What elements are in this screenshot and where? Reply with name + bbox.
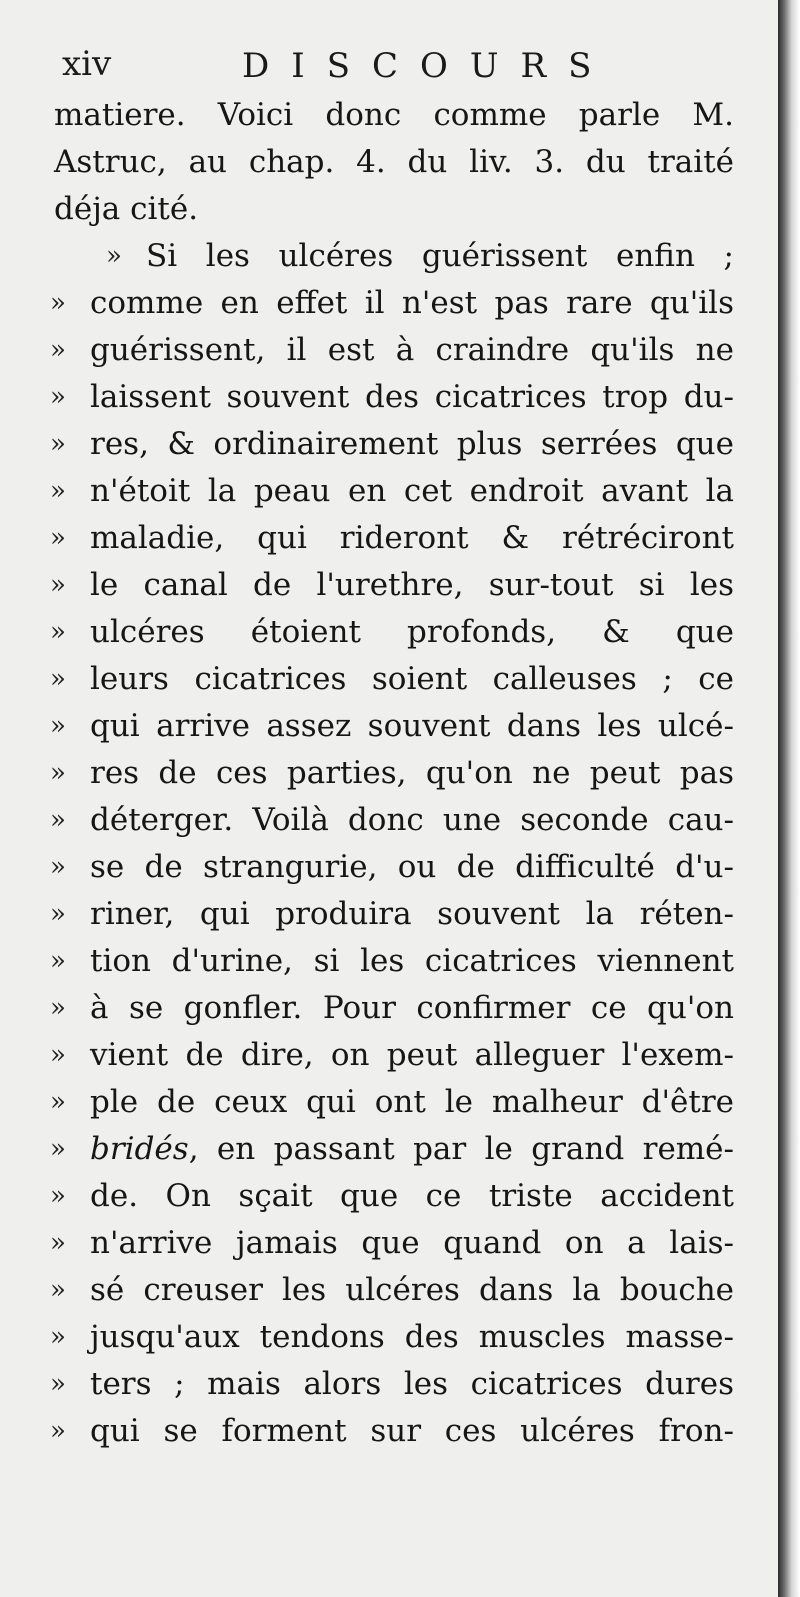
quote-mark: »: [50, 1134, 66, 1164]
quote-mark: »: [50, 1040, 66, 1070]
quote-mark: »: [50, 1416, 66, 1446]
quoted-line: » déterger. Voilà donc une seconde cau-: [54, 797, 734, 844]
quoted-line: » sé creuser les ulcéres dans la bouche: [54, 1267, 734, 1314]
running-title: DISCOURS: [242, 46, 614, 86]
quoted-line: » res, & ordinairement plus serrées que: [54, 421, 734, 468]
quoted-line: » riner, qui produira souvent la réten-: [54, 891, 734, 938]
quoted-line: » à se gonfler. Pour confirmer ce qu'on: [54, 985, 734, 1032]
quoted-line: » bridés, en passant par le grand remé-: [54, 1126, 734, 1173]
quote-mark: »: [50, 570, 66, 600]
quote-mark: »: [50, 758, 66, 788]
quote-mark: »: [50, 1275, 66, 1305]
text-line: matiere. Voici donc comme parle M.: [54, 97, 734, 133]
italic-word: bridés: [90, 1131, 189, 1167]
quote-mark: »: [50, 1322, 66, 1352]
quoted-line: » comme en effet il n'est pas rare qu'ils: [54, 280, 734, 327]
quote-mark: »: [50, 476, 66, 506]
quoted-line: » tion d'urine, si les cicatrices viennent: [54, 938, 734, 985]
quoted-line: » leurs cicatrices soient calleuses ; ce: [54, 656, 734, 703]
quoted-line: » se de strangurie, ou de difficulté d'u-: [54, 844, 734, 891]
quote-mark: »: [50, 523, 66, 553]
quoted-line: » vient de dire, on peut alleguer l'exem-: [54, 1032, 734, 1079]
quoted-line: » de. On sçait que ce triste accident: [54, 1173, 734, 1220]
quote-mark: »: [50, 852, 66, 882]
quote-mark: »: [50, 993, 66, 1023]
quoted-line: » res de ces parties, qu'on ne peut pas: [54, 750, 734, 797]
page-number: xiv: [62, 44, 112, 84]
quote-mark: »: [50, 1369, 66, 1399]
quoted-line: » n'étoit la peau en cet endroit avant la: [54, 468, 734, 515]
quoted-line: » ters ; mais alors les cicatrices dures: [54, 1361, 734, 1408]
quoted-line: » Si les ulcéres guérissent enfin ;: [54, 233, 734, 280]
quoted-line: » laissent souvent des cicatrices trop du-: [54, 374, 734, 421]
quoted-line: » guérissent, il est à craindre qu'ils ne: [54, 327, 734, 374]
quote-mark: »: [50, 617, 66, 647]
quote-mark: »: [50, 664, 66, 694]
quote-mark: »: [50, 382, 66, 412]
quote-mark: »: [50, 1228, 66, 1258]
quoted-line: » qui arrive assez souvent dans les ulcé-: [54, 703, 734, 750]
quote-mark: »: [50, 711, 66, 741]
quoted-line: » le canal de l'urethre, sur-tout si les: [54, 562, 734, 609]
quote-mark: »: [50, 805, 66, 835]
quote-mark: »: [50, 899, 66, 929]
quoted-line: » ple de ceux qui ont le malheur d'être: [54, 1079, 734, 1126]
quote-mark: »: [50, 1087, 66, 1117]
quoted-line: » maladie, qui rideront & rétréciront: [54, 515, 734, 562]
quote-mark: »: [106, 241, 122, 271]
text-line: déja cité.: [54, 191, 199, 227]
quote-mark: »: [50, 1181, 66, 1211]
quote-mark: »: [50, 946, 66, 976]
page-body-text: [50, 92, 734, 1455]
page-edge-shadow: [778, 0, 800, 1597]
quoted-line: » jusqu'aux tendons des muscles masse-: [54, 1314, 734, 1361]
quoted-line: » ulcéres étoient profonds, & que: [54, 609, 734, 656]
running-header: [62, 40, 722, 90]
quote-mark: »: [50, 335, 66, 365]
quoted-line: » qui se forment sur ces ulcéres fron-: [54, 1408, 734, 1455]
quote-mark: »: [50, 288, 66, 318]
text-line: Astruc, au chap. 4. du liv. 3. du traité: [54, 144, 734, 180]
quote-mark: »: [50, 429, 66, 459]
quoted-line: » n'arrive jamais que quand on a lais-: [54, 1220, 734, 1267]
